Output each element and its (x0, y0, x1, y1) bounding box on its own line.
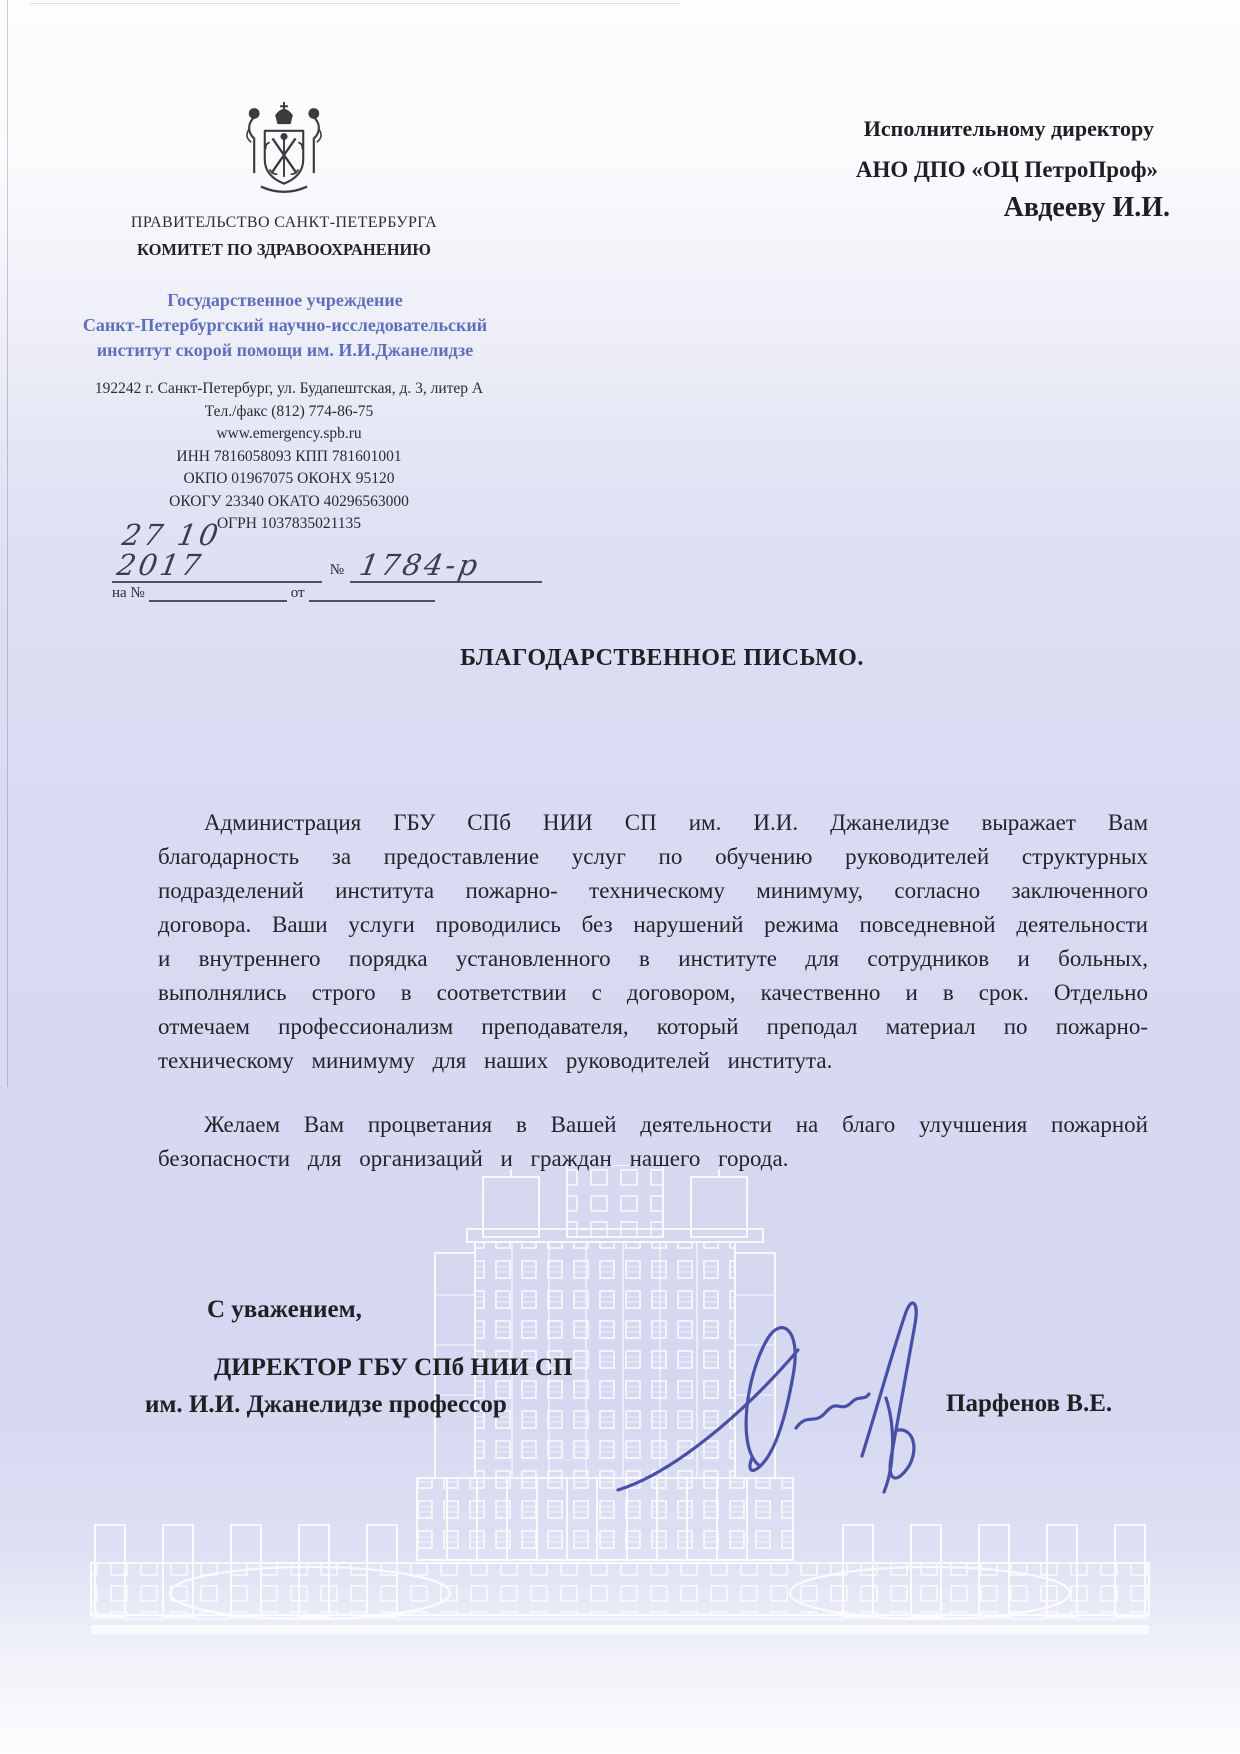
addressee-position: Исполнительному директору (863, 116, 1154, 141)
requisites-block (58, 378, 520, 536)
phone-fax: Тел./факс (812) 774-86-75 (204, 402, 374, 420)
institution-line: Санкт-Петербургский научно-исследовательский (82, 315, 488, 335)
saint-petersburg-coat-of-arms-icon (236, 100, 332, 200)
letter-title: БЛАГОДАРСТВЕННОЕ ПИСЬМО. (460, 645, 864, 671)
reference-line (112, 520, 542, 602)
scan-artifact-line (30, 3, 680, 4)
government-line: ПРАВИТЕЛЬСТВО САНКТ-ПЕТЕРБУРГА (130, 214, 438, 231)
addressee-organization: АНО ДПО «ОЦ ПетроПроф» (855, 157, 1158, 182)
committee-line: КОМИТЕТ ПО ЗДРАВООХРАНЕНИЮ (137, 240, 431, 259)
from-label: от (290, 585, 305, 601)
signer-title-line: ДИРЕКТОР ГБУ СПб НИИ СП (214, 1354, 573, 1381)
body-paragraph: Желаем Вам процветания в Вашей деятельности на благо улучшения пожарной безопасности для организаций и граждан нашего города. (158, 1112, 1148, 1171)
signature-ink-icon (600, 1278, 960, 1508)
addressee-name: Авдееву И.И. (1003, 192, 1170, 223)
handwritten-date: 27 10 2017 (114, 518, 224, 582)
institution-line: институт скорой помощи им. И.И.Джанелидзе (96, 340, 474, 360)
reply-to-label: на № (112, 585, 145, 601)
signer-name: Парфенов В.Е. (946, 1390, 1113, 1417)
handwritten-number: 1784-р (357, 548, 484, 582)
inn-kpp: ИНН 7816058093 КПП 781601001 (176, 447, 402, 465)
ogrn: ОГРН 1037835021135 (216, 515, 362, 532)
institution-name (38, 288, 532, 363)
okpo-okonh: ОКПО 01967075 ОКОНХ 95120 (183, 470, 395, 487)
addressee-block (856, 116, 1170, 224)
institution-line: Государственное учреждение (167, 290, 403, 310)
scan-artifact-line (7, 0, 8, 1087)
okogu-okato: ОКОГУ 23340 ОКАТО 40296563000 (169, 492, 409, 510)
postal-address: 192242 г. Санкт-Петербург, ул. Будапештская, д. 3, литер А (94, 380, 484, 397)
body-paragraph: Администрация ГБУ СПб НИИ СП им. И.И. Джанелидзе выражает Вам благодарность за предоставление услуг по обучению руководителей структурных подразделений института пожарно- техническому минимуму, согласно заключенного договора. Ваши услуги проводились без нарушений режима повседневной деятельности и внутреннего порядка установленного в институте для сотрудников и больных, выполнялись строго в соответствии с договором, качественно и в срок. Отдельно отмечаем профессионализм преподавателя, который преподал материал по пожарно- техническому минимуму для наших руководителей института. (158, 810, 1148, 1073)
salutation: С уважением, (207, 1296, 362, 1323)
blank-underline (149, 586, 287, 602)
number-sign: № (329, 562, 344, 578)
blank-underline (309, 586, 435, 602)
letter-body (158, 806, 1148, 1176)
website: www.emergency.spb.ru (216, 425, 362, 442)
signer-title-line: им. И.И. Джанелидзе профессор (145, 1391, 507, 1418)
sender-header (58, 100, 510, 260)
